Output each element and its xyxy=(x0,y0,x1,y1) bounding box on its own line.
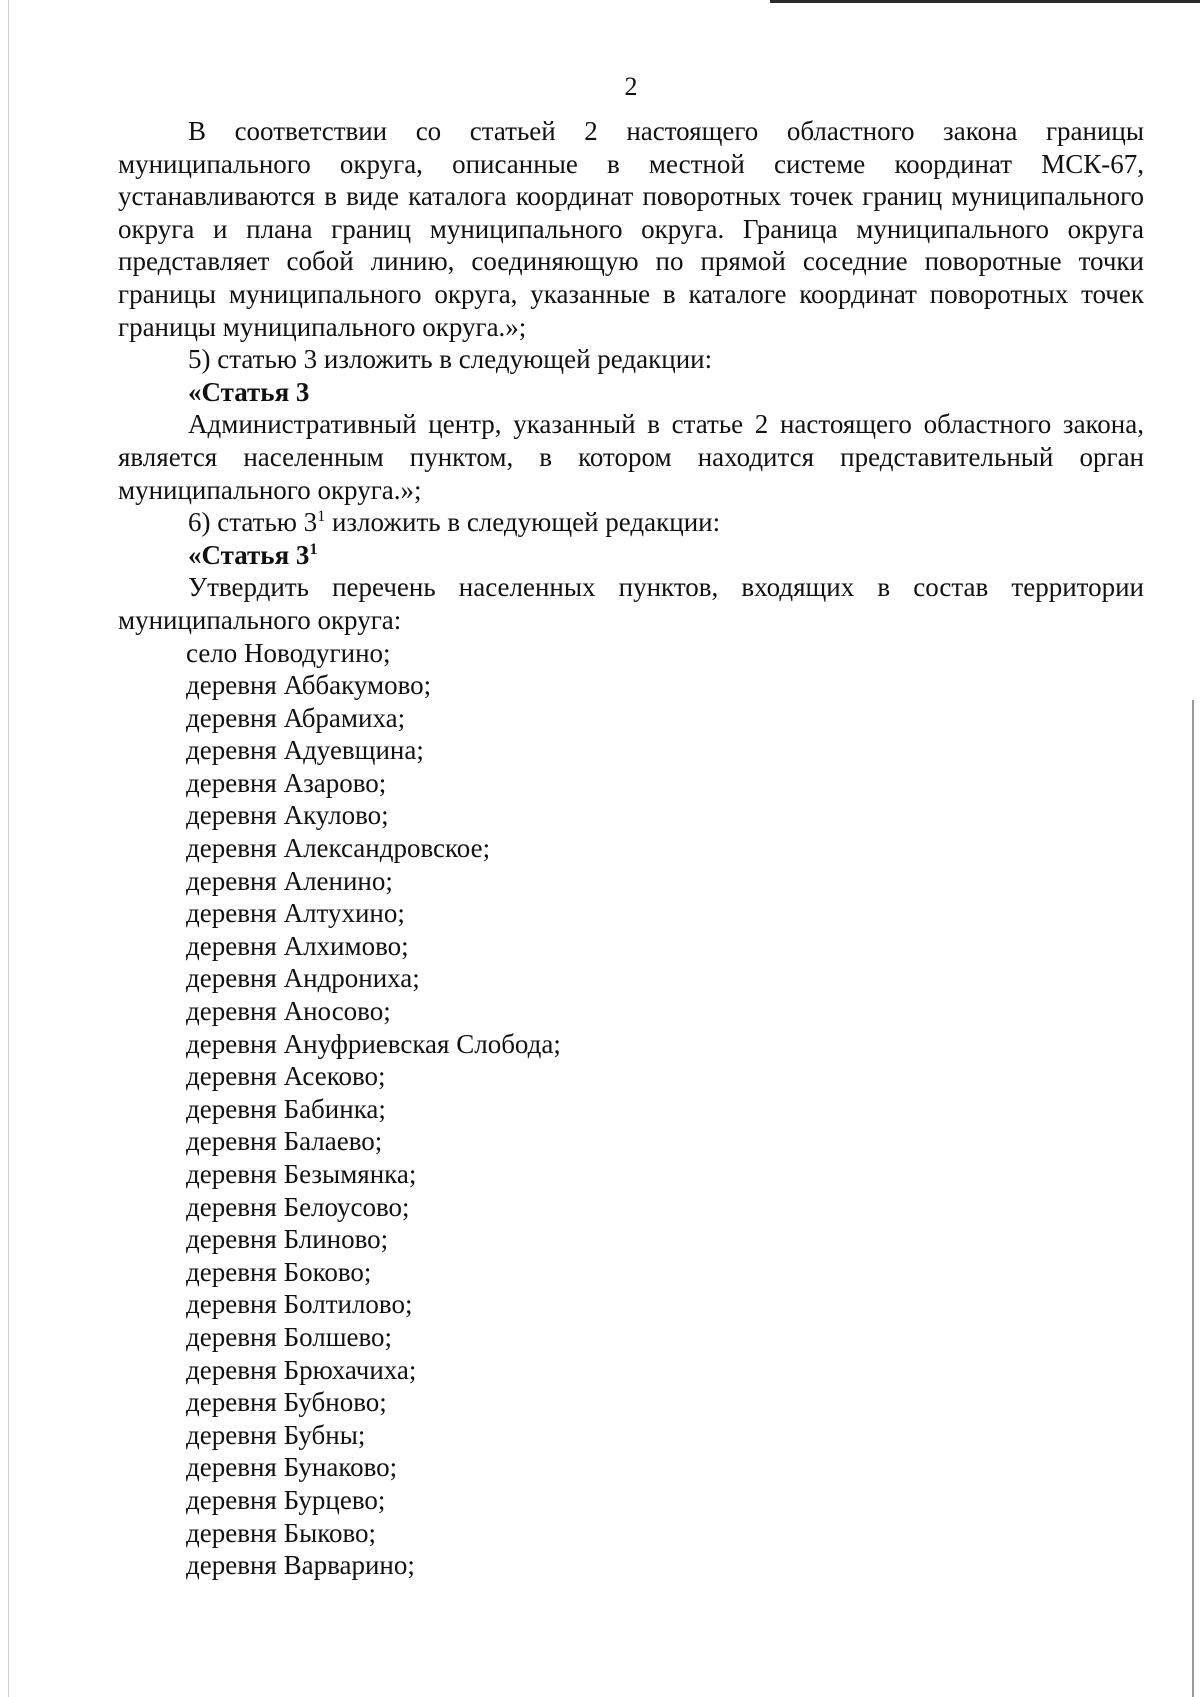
settlement-item: деревня Боково; xyxy=(186,1256,372,1287)
page-border-left xyxy=(8,0,9,1697)
item-6-superscript: 1 xyxy=(317,508,326,526)
page-number: 2 xyxy=(624,72,638,101)
settlement-item: деревня Андрониха; xyxy=(186,963,420,994)
settlement-item: деревня Болтилово; xyxy=(186,1289,413,1320)
amendment-item-6 xyxy=(118,506,1144,539)
settlement-item: деревня Алтухино; xyxy=(186,898,405,929)
settlement-item: деревня Бабинка; xyxy=(186,1093,386,1124)
article-3-1-paragraph: Утвердить перечень населенных пунктов, входящих в состав территории муниципального округа: xyxy=(118,572,1144,635)
item-6-text-before: 6) статью 3 xyxy=(188,507,318,538)
settlement-item: деревня Абрамиха; xyxy=(186,702,406,733)
settlement-item: деревня Акулово; xyxy=(186,800,389,831)
settlement-item: деревня Адуевщина; xyxy=(186,735,424,766)
settlement-item: деревня Бунаково; xyxy=(186,1452,398,1483)
article-3-1-heading-text: «Статья 3 xyxy=(188,539,310,570)
item-6-text-after: изложить в следующей редакции: xyxy=(325,507,721,538)
settlement-item: деревня Варварино; xyxy=(186,1550,415,1581)
settlement-item: село Новодугино; xyxy=(186,637,391,668)
settlement-item: деревня Безымянка; xyxy=(186,1159,417,1189)
settlement-item: деревня Аносово; xyxy=(186,996,391,1027)
settlement-item: деревня Балаево; xyxy=(186,1126,383,1157)
article-3-paragraph: Административный центр, указанный в статье 2 настоящего областного закона, является населенным пунктом, в котором находится представительный орган муниципального округа.»; xyxy=(118,409,1144,505)
settlement-item: деревня Брюхачиха; xyxy=(186,1354,417,1385)
settlement-item: деревня Белоусово; xyxy=(186,1191,410,1222)
settlement-item: деревня Ануфриевская Слобода; xyxy=(186,1028,561,1059)
settlement-item: деревня Быково; xyxy=(186,1517,377,1548)
article-3-heading: «Статья 3 xyxy=(188,376,310,407)
settlement-item: деревня Александровское; xyxy=(186,833,491,864)
document-body xyxy=(118,115,1144,1582)
settlement-item: деревня Блиново; xyxy=(186,1224,389,1255)
amendment-item-5: 5) статью 3 изложить в следующей редакции: xyxy=(188,344,713,375)
settlement-item: деревня Аленино; xyxy=(186,865,393,896)
page-border-top xyxy=(770,0,1200,3)
settlement-item: деревня Алхимово; xyxy=(186,930,409,961)
page-border-right xyxy=(1192,700,1194,1697)
settlement-item: деревня Болшево; xyxy=(186,1321,393,1352)
article-3-1-heading xyxy=(118,539,1144,572)
intro-paragraph: В соответствии со статьей 2 настоящего областного закона границы муниципального округа, описанные в местной системе координат МСК-67, устанавливаются в виде каталога координат поворотных точек границ муниципального округа и плана границ муниципального округа. Граница муниципального округа представляет собой линию, соединяющую по прямой соседние поворотные точки границы муниципального округа, указанные в каталоге координат поворотных точек границы муниципального округа.»; xyxy=(118,116,1144,342)
settlement-item: деревня Бубново; xyxy=(186,1387,387,1418)
settlement-item: деревня Аббакумово; xyxy=(186,670,432,701)
settlement-item: деревня Азарово; xyxy=(186,767,387,798)
settlement-item: деревня Асеково; xyxy=(186,1061,386,1092)
settlement-item: деревня Бурцево; xyxy=(186,1484,386,1515)
settlement-list xyxy=(118,637,1144,1582)
article-3-1-heading-superscript: 1 xyxy=(309,540,318,558)
settlement-item: деревня Бубны; xyxy=(186,1419,366,1450)
